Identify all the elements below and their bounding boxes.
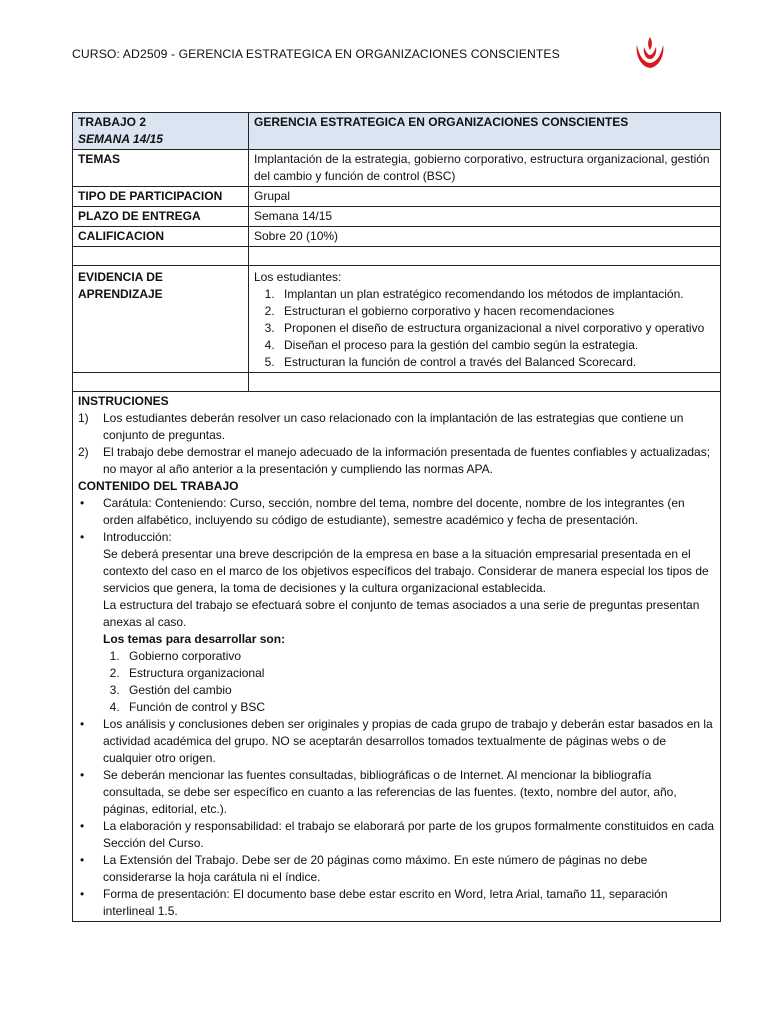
evidencia-cell xyxy=(249,266,721,373)
university-logo-icon xyxy=(633,35,667,71)
topics-list xyxy=(103,648,715,716)
item-number: 2) xyxy=(78,445,89,459)
item-text: La elaboración y responsabilidad: el trabajo se elaborará por parte de los grupos formalmente constituidos en cada Sección del Curso. xyxy=(103,819,715,850)
trabajo-cell xyxy=(73,113,249,150)
evidencia-row xyxy=(73,266,721,373)
list-item: 2. Estructura organizacional xyxy=(123,665,715,682)
evidencia-list xyxy=(254,286,715,371)
intro-paragraph: La estructura del trabajo se efectuará sobre el conjunto de temas asociados a una serie de preguntas presentan anexas al caso. xyxy=(103,598,700,629)
evidencia-intro: Los estudiantes: xyxy=(254,270,342,284)
bullet-icon: • xyxy=(80,887,85,901)
list-item xyxy=(78,886,715,920)
instructions-list xyxy=(78,410,715,478)
instructions-row xyxy=(73,392,721,922)
item-text: La Extensión del Trabajo. Debe ser de 20 páginas como máximo. En este número de páginas no debe considerarse la hoja carátula ni el índice. xyxy=(103,853,648,884)
bullet-icon: • xyxy=(80,768,85,782)
contenido-heading: CONTENIDO DEL TRABAJO xyxy=(78,479,239,493)
list-item: 1. Gobierno corporativo xyxy=(123,648,715,665)
topics-label: Los temas para desarrollar son: xyxy=(103,632,286,646)
row-value: Grupal xyxy=(249,187,721,207)
intro-label: Introducción: xyxy=(103,530,172,544)
list-item: 4. Diseñan el proceso para la gestión del cambio según la estrategia. xyxy=(278,337,715,354)
list-item: 5. Estructuran la función de control a través del Balanced Scorecard. xyxy=(278,354,715,371)
list-item: 1. Implantan un plan estratégico recomendando los métodos de implantación. xyxy=(278,286,715,303)
item-text: Forma de presentación: El documento base debe estar escrito en Word, letra Arial, tamaño 11, separación interlineal 1.5. xyxy=(103,887,668,918)
intro-paragraph: Se deberá presentar una breve descripción de la empresa en base a la situación empresarial presentada en el contexto del caso en el marco de los objetivos específicos del trabajo. Considerar de manera especial los tipos de servicios que genera, la toma de decisiones y la cultura organizacional establecida. xyxy=(103,547,709,595)
item-text: Se deberán mencionar las fuentes consultadas, bibliográficas o de Internet. Al mencionar la bibliografía consultada, se debe ser específico en cuanto a las referencias de las fuentes. (texto, nombre del autor, año, páginas, editorial, etc.). xyxy=(103,768,677,816)
table-row xyxy=(73,150,721,187)
assignment-table xyxy=(72,112,721,922)
bullet-icon: • xyxy=(80,717,85,731)
semana-label: SEMANA 14/15 xyxy=(78,132,163,146)
row-label: TEMAS xyxy=(73,150,249,187)
list-item xyxy=(78,716,715,767)
row-label: CALIFICACION xyxy=(73,227,249,247)
row-value: Semana 14/15 xyxy=(249,207,721,227)
list-item xyxy=(78,444,715,478)
list-item xyxy=(78,818,715,852)
bullet-icon: • xyxy=(80,530,85,544)
list-item: 2. Estructuran el gobierno corporativo y hacen recomendaciones xyxy=(278,303,715,320)
list-item xyxy=(78,767,715,818)
row-value: Sobre 20 (10%) xyxy=(249,227,721,247)
list-item: 4. Función de control y BSC xyxy=(123,699,715,716)
item-number: 1) xyxy=(78,411,89,425)
bullet-icon: • xyxy=(80,496,85,510)
instructions-heading: INSTRUCIONES xyxy=(78,394,169,408)
list-item xyxy=(78,495,715,529)
table-row xyxy=(73,227,721,247)
item-text: El trabajo debe demostrar el manejo adecuado de la información presentada de fuentes confiables y actualizadas; no mayor al año anterior a la presentación y cumpliendo las normas APA. xyxy=(103,445,711,476)
list-item xyxy=(78,410,715,444)
table-row xyxy=(73,187,721,207)
list-item: 3. Proponen el diseño de estructura organizacional a nivel corporativo y operativo xyxy=(278,320,715,337)
row-label: PLAZO DE ENTREGA xyxy=(73,207,249,227)
course-title: GERENCIA ESTRATEGICA EN ORGANIZACIONES CONSCIENTES xyxy=(249,113,721,150)
course-header: CURSO: AD2509 - GERENCIA ESTRATEGICA EN ORGANIZACIONES CONSCIENTES xyxy=(72,47,560,61)
list-item: 3. Gestión del cambio xyxy=(123,682,715,699)
row-label: TIPO DE PARTICIPACION xyxy=(73,187,249,207)
empty-row xyxy=(73,247,721,266)
item-text: Carátula: Conteniendo: Curso, sección, nombre del tema, nombre del docente, nombre de los integrantes (en orden alfabético, incluyendo su código de estudiante), semestre académico y fecha de presentación. xyxy=(103,496,685,527)
list-item xyxy=(78,529,715,716)
row-value: Implantación de la estrategia, gobierno corporativo, estructura organizacional, gestión del cambio y función de control (BSC) xyxy=(249,150,721,187)
list-item xyxy=(78,852,715,886)
bullet-icon: • xyxy=(80,819,85,833)
contenido-list xyxy=(78,495,715,920)
instructions-cell xyxy=(73,392,721,922)
trabajo-label: TRABAJO 2 xyxy=(78,115,147,129)
evidencia-label: EVIDENCIA DE APRENDIZAJE xyxy=(73,266,249,373)
bullet-icon: • xyxy=(80,853,85,867)
item-text: Los estudiantes deberán resolver un caso relacionado con la implantación de las estrategias que contiene un conjunto de preguntas. xyxy=(103,411,684,442)
item-text: Los análisis y conclusiones deben ser originales y propias de cada grupo de trabajo y deberán estar basados en la actividad académica del grupo. NO se aceptarán desarrollos tomados textualmente de páginas webs o de cualquier otro origen. xyxy=(103,717,713,765)
table-header-row xyxy=(73,113,721,150)
table-row xyxy=(73,207,721,227)
empty-row xyxy=(73,373,721,392)
